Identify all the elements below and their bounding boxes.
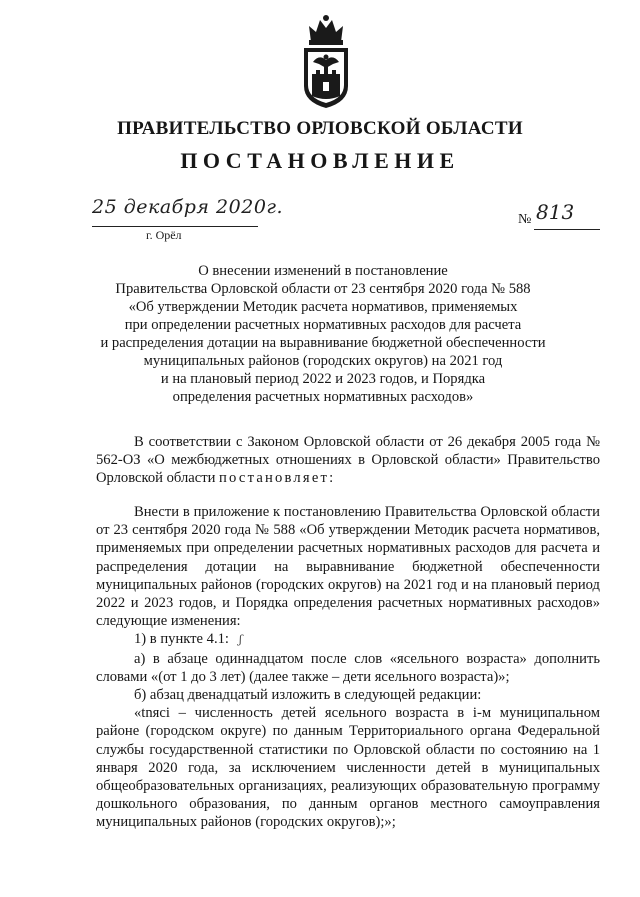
preamble — [96, 433, 600, 488]
preamble-text: В соответствии с Законом Орловской области от 26 декабря 2005 года № 562-ОЗ «О межбюджетных отношениях в Орловской области» Правительство Орловской области — [96, 434, 600, 487]
item-1-text: 1) в пункте 4.1: — [134, 631, 229, 648]
subject-line: при определении расчетных нормативных расходов для расчета — [124, 317, 522, 333]
subject-line: О внесении изменений в постановление — [198, 263, 448, 279]
subject-line: определения расчетных нормативных расходов» — [172, 389, 474, 405]
date-underline — [92, 226, 258, 227]
decree-word: постановляет: — [219, 470, 336, 487]
decree-body — [96, 503, 600, 832]
handwritten-mark: ʃ — [238, 633, 242, 647]
handwritten-date: 25 декабря 2020г. — [92, 196, 284, 218]
subject-line: Правительства Орловской области от 23 сентября 2020 года № 588 — [115, 281, 531, 297]
preamble-paragraph — [96, 433, 600, 488]
item-a: а) в абзаце одиннадцатом после слов «ясельного возраста» дополнить словами «(от 1 до 3 лет) (далее также – дети ясельного возраста)»; — [96, 650, 600, 685]
subject-line: и на плановый период 2022 и 2023 годов, и Порядка — [160, 371, 486, 387]
handwritten-number: 813 — [536, 200, 575, 224]
coat-of-arms-icon — [299, 12, 353, 110]
quoted-definition: «tnясi – численность детей ясельного возраста в i-м муниципальном районе (городском округе) по данным Территориального органа Федеральной службы государственной статистики по Орловской области по состоянию на 1 января 2020 года, за исключением численности детей в муниципальных общеобразовательных организациях, реализующих образовательную программу дошкольного образования, по данным органов местного самоуправления муниципальных районов (городских округов);»; — [96, 705, 600, 831]
item-b: б) абзац двенадцатый изложить в следующей редакции: — [134, 687, 482, 704]
document-type-title: ПОСТАНОВЛЕНИЕ — [180, 148, 460, 173]
subject-line: и распределения дотации на выравнивание бюджетной обеспеченности — [100, 335, 546, 351]
number-underline — [534, 229, 600, 230]
item-1 — [96, 630, 600, 649]
number-label: № — [518, 212, 532, 227]
subject-line: «Об утверждении Методик расчета нормативов, применяемых — [128, 299, 518, 315]
subject-line: муниципальных районов (городских округов) на 2021 год — [143, 353, 503, 369]
city-label: г. Орёл — [146, 228, 182, 242]
document-subject — [96, 262, 550, 406]
government-title: ПРАВИТЕЛЬСТВО ОРЛОВСКОЙ ОБЛАСТИ — [117, 118, 523, 139]
intro-paragraph: Внести в приложение к постановлению Правительства Орловской области от 23 сентября 2020 года № 588 «Об утверждении Методик расчета нормативов, применяемых при определении расчетных нормативных расходов для расчета и распределения дотации на выравнивание бюджетной обеспеченности муниципальных районов (городских округов) на 2021 год и на плановый период 2022 и 2023 годов, и Порядка определения расчетных нормативных расходов» следующие изменения: — [96, 504, 600, 630]
